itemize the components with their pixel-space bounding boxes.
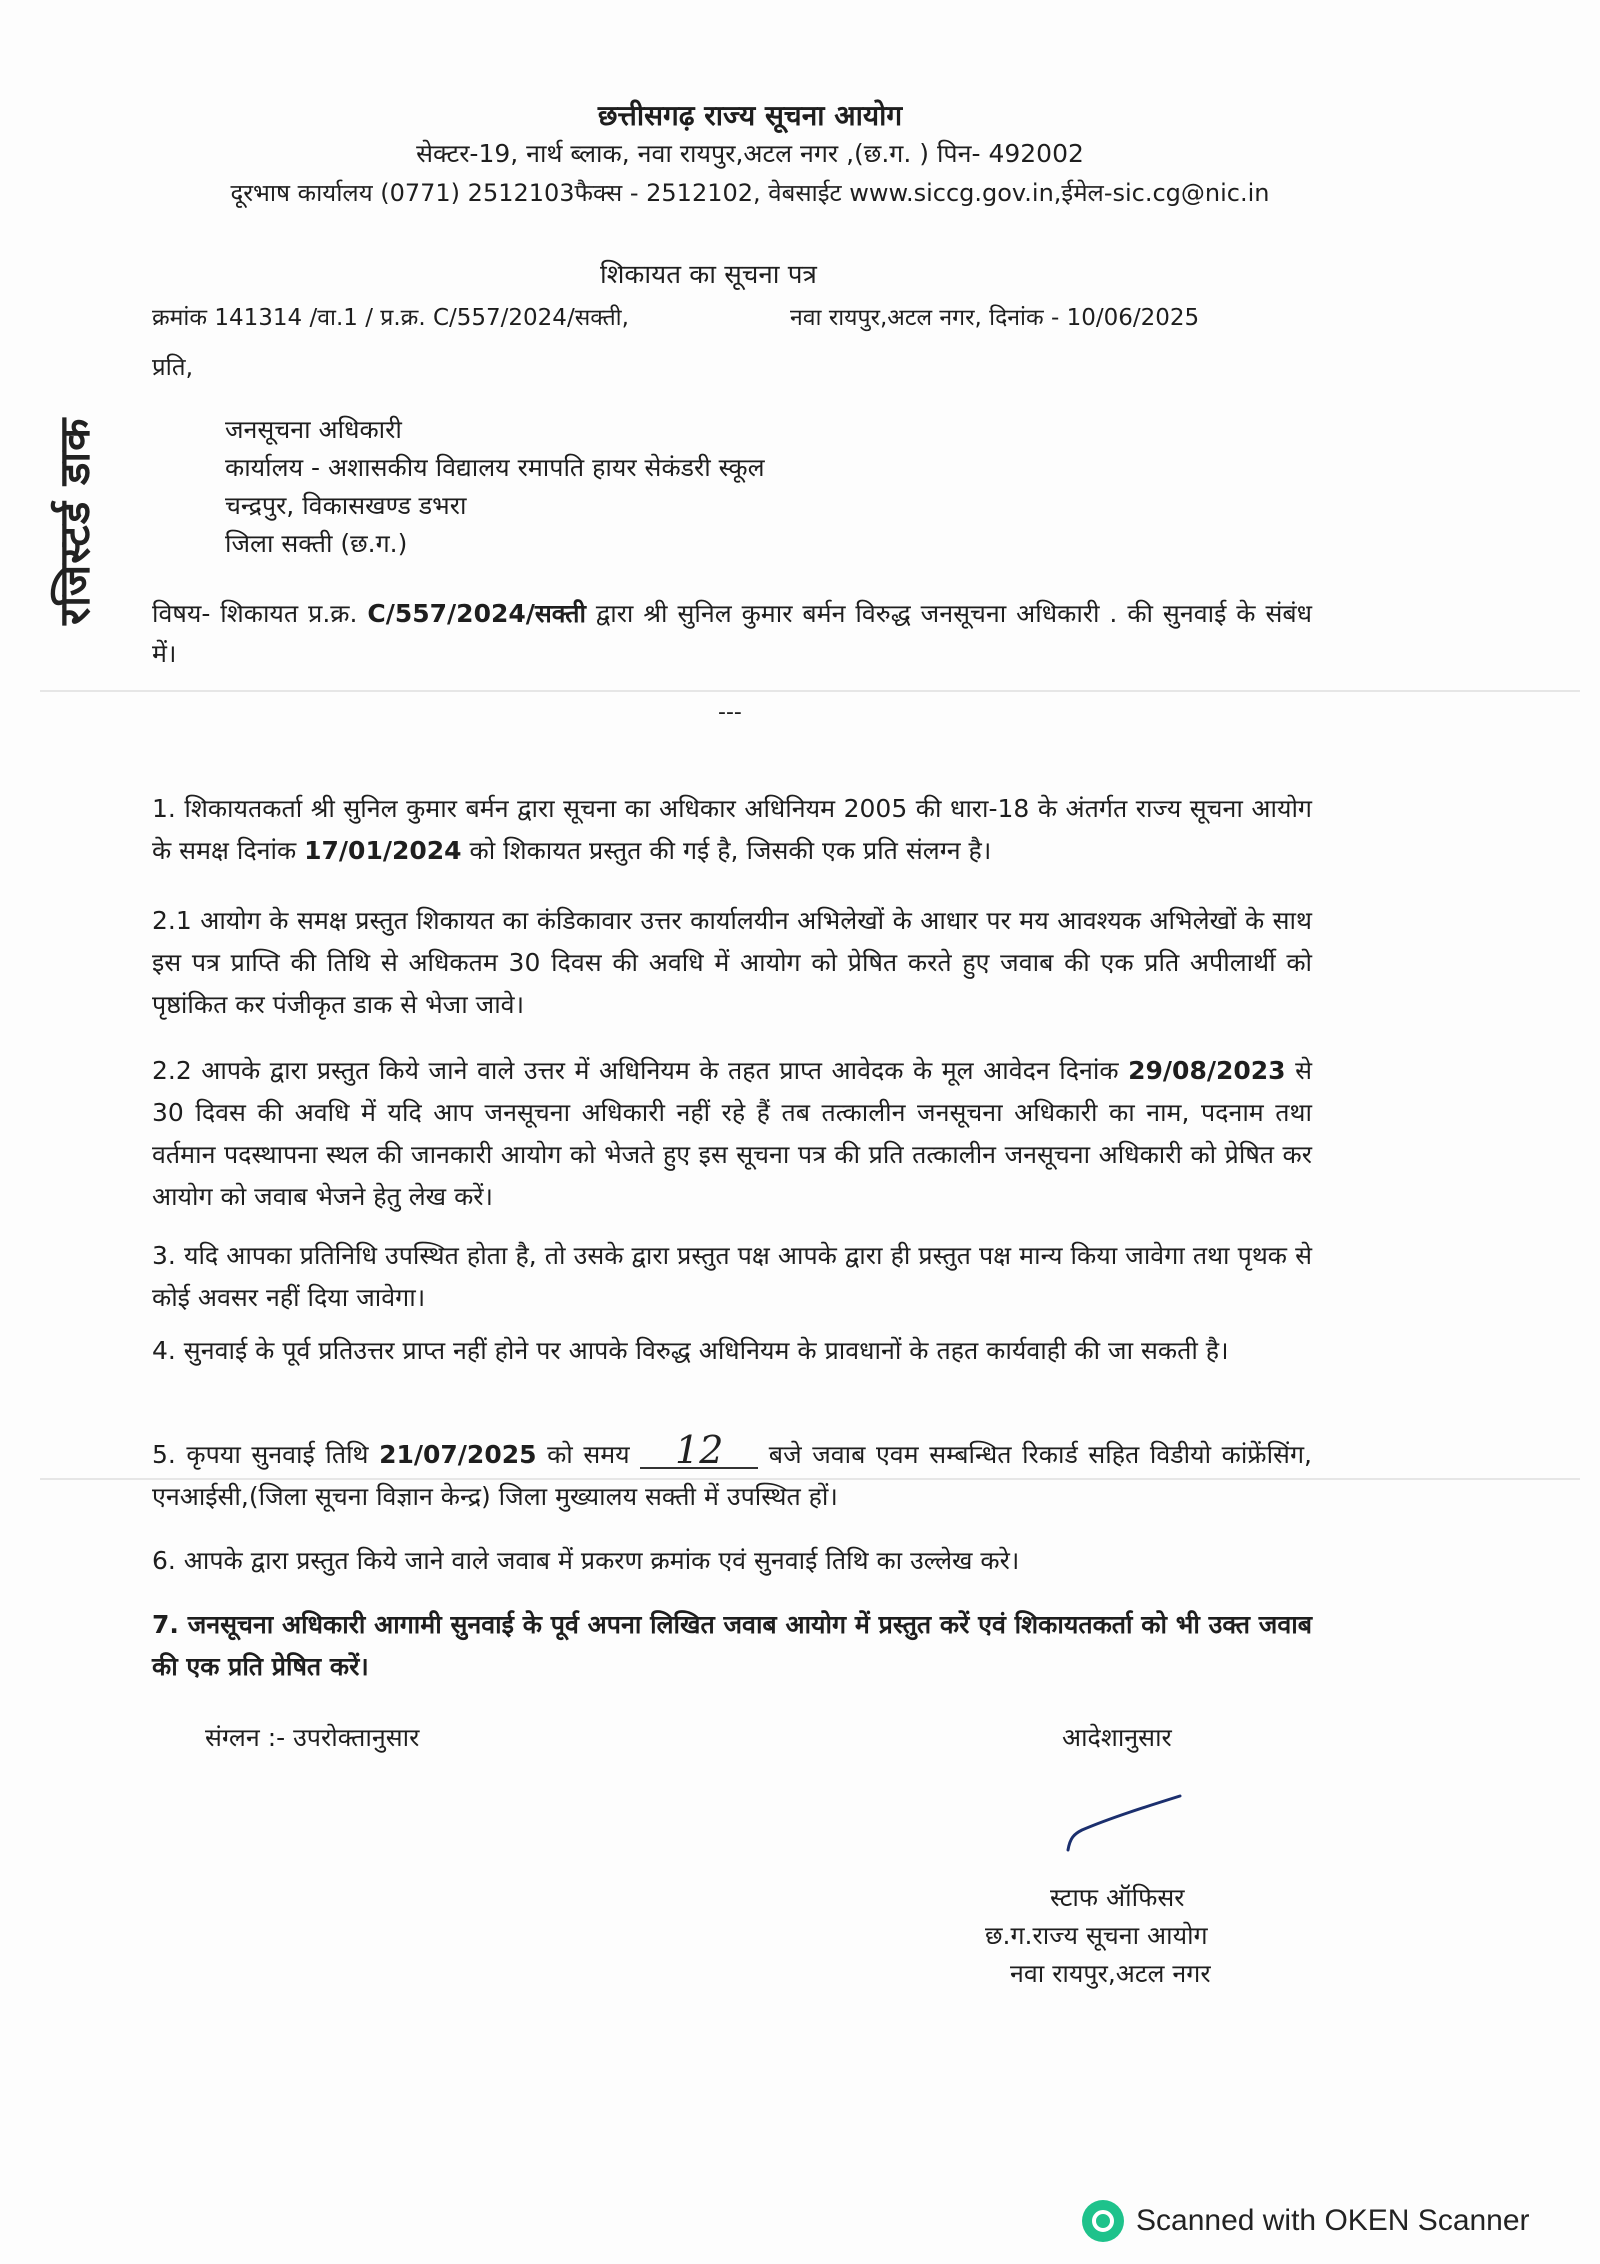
paragraph-2-2-date: 29/08/2023 xyxy=(1128,1056,1286,1085)
place-date: नवा रायपुर,अटल नगर, दिनांक - 10/06/2025 xyxy=(790,305,1200,331)
subject-rest: द्वारा श्री सुनिल कुमार बर्मन विरुद्ध जनसूचना अधिकारी . की सुनवाई के संबंध में। xyxy=(152,599,1312,668)
signature xyxy=(1060,1790,1190,1860)
recipient-location: चन्द्रपुर, विकासखण्ड डभरा xyxy=(225,491,467,520)
org-name: छत्तीसगढ़ राज्य सूचना आयोग xyxy=(597,99,903,132)
signatory-location: नवा रायपुर,अटल नगर xyxy=(1010,1959,1211,1988)
paragraph-3: 3. यदि आपका प्रतिनिधि उपस्थित होता है, तो उसके द्वारा प्रस्तुत पक्ष आपके द्वारा ही प्रस्तुत पक्ष मान्य किया जावेगा तथा पृथक से कोई अवसर नहीं दिया जावेगा। xyxy=(152,1241,1312,1312)
by-order: आदेशानुसार xyxy=(1062,1723,1172,1752)
paragraph-2-2-text: 2.2 आपके द्वारा प्रस्तुत किये जाने वाले उत्तर में अधिनियम के तहत प्राप्त आवेदक के मूल आवेदन दिनांक xyxy=(152,1056,1129,1085)
document-title: शिकायत का सूचना पत्र xyxy=(600,260,817,290)
subject-case-number: C/557/2024/सक्ती xyxy=(367,599,586,628)
paragraph-6: 6. आपके द्वारा प्रस्तुत किये जाने वाले जवाब में प्रकरण क्रमांक एवं सुनवाई तिथि का उल्लेख करे। xyxy=(152,1546,1020,1575)
paragraph-1-text-end: को शिकायत प्रस्तुत की गई है, जिसकी एक प्रति संलग्न है। xyxy=(461,836,992,865)
paragraph-1-text: 1. शिकायतकर्ता श्री सुनिल कुमार बर्मन द्वारा सूचना का अधिकार अधिनियम 2005 की धारा-18 के अंतर्गत राज्य सूचना आयोग के समक्ष दिनांक xyxy=(152,794,1312,865)
reference-number: क्रमांक 141314 /वा.1 / प्र.क्र. C/557/2024/सक्ती, xyxy=(152,305,629,331)
to-label: प्रति, xyxy=(152,353,194,381)
registered-post-stamp: रजिस्टर्ड डाक xyxy=(50,417,99,625)
recipient-designation: जनसूचना अधिकारी xyxy=(225,415,402,444)
recipient-district: जिला सक्ती (छ.ग.) xyxy=(225,529,408,558)
enclosure-note: संग्लन :- उपरोक्तानुसार xyxy=(205,1723,420,1752)
signatory-office: छ.ग.राज्य सूचना आयोग xyxy=(985,1921,1208,1950)
paragraph-4: 4. सुनवाई के पूर्व प्रतिउत्तर प्राप्त नहीं होने पर आपके विरुद्ध अधिनियम के प्रावधानों के तहत कार्यवाही की जा सकती है। xyxy=(152,1336,1229,1365)
subject xyxy=(152,594,1312,674)
paragraph-5-text-end: बजे जवाब एवम सम्बन्धित रिकार्ड सहित विडीयो कांफ्रेंसिंग, एनआईसी,(जिला सूचना विज्ञान केन्द्र) जिला मुख्यालय सक्ती में उपस्थित हों। xyxy=(152,1440,1312,1511)
paragraph-2-2 xyxy=(152,1050,1312,1218)
hearing-time-handwritten: 12 xyxy=(675,1428,724,1472)
paragraph-7: 7. जनसूचना अधिकारी आगामी सुनवाई के पूर्व अपना लिखित जवाब आयोग में प्रस्तुत करें एवं शिकायतकर्ता को भी उक्त जवाब की एक प्रति प्रेषित करें। xyxy=(152,1610,1312,1681)
paragraph-1-date: 17/01/2024 xyxy=(304,836,462,865)
hearing-date: 21/07/2025 xyxy=(379,1440,537,1469)
separator: --- xyxy=(718,700,742,725)
org-contact: दूरभाष कार्यालय (0771) 2512103फैक्स - 2512102, वेबसाईट www.siccg.gov.in,ईमेल-sic.cg@nic.in xyxy=(230,179,1270,207)
paragraph-2-1: 2.1 आयोग के समक्ष प्रस्तुत शिकायत का कंडिकावार उत्तर कार्यालयीन अभिलेखों के आधार पर मय आवश्यक अभिलेखों के साथ इस पत्र प्राप्ति की तिथि से अधिकतम 30 दिवस की अवधि में आयोग को प्रेषित करते हुए जवाब की एक प्रति अपीलार्थी को पृष्ठांकित कर पंजीकृत डाक से भेजा जावे। xyxy=(152,906,1312,1019)
oken-scanner-icon xyxy=(1082,2200,1124,2242)
org-address: सेक्टर-19, नार्थ ब्लाक, नवा रायपुर,अटल नगर ,(छ.ग. ) पिन- 492002 xyxy=(416,139,1084,168)
scanner-badge xyxy=(1082,2200,1530,2242)
paragraph-1 xyxy=(152,788,1312,872)
paragraph-2-2-text-end: से 30 दिवस की अवधि में यदि आप जनसूचना अधिकारी नहीं रहे हैं तब तत्कालीन जनसूचना अधिकारी का नाम, पदनाम तथा वर्तमान पदस्थापना स्थल की जानकारी आयोग को भेजते हुए इस सूचना पत्र की प्रति तत्कालीन जनसूचना अधिकारी को प्रेषित कर आयोग को जवाब भेजने हेतु लेख करें। xyxy=(152,1056,1312,1211)
signatory-designation: स्टाफ ऑफिसर xyxy=(1050,1883,1185,1912)
recipient-office: कार्यालय - अशासकीय विद्यालय रमापति हायर सेकंडरी स्कूल xyxy=(225,453,765,482)
subject-prefix: विषय- शिकायत प्र.क्र. xyxy=(152,599,368,628)
scanner-badge-text: Scanned with OKEN Scanner xyxy=(1136,2204,1530,2237)
paragraph-5-text-mid: को समय xyxy=(536,1440,641,1469)
scan-line xyxy=(40,690,1580,692)
paragraph-5 xyxy=(152,1428,1312,1518)
hearing-time-blank xyxy=(640,1428,758,1472)
paragraph-5-text: 5. कृपया सुनवाई तिथि xyxy=(152,1440,380,1469)
